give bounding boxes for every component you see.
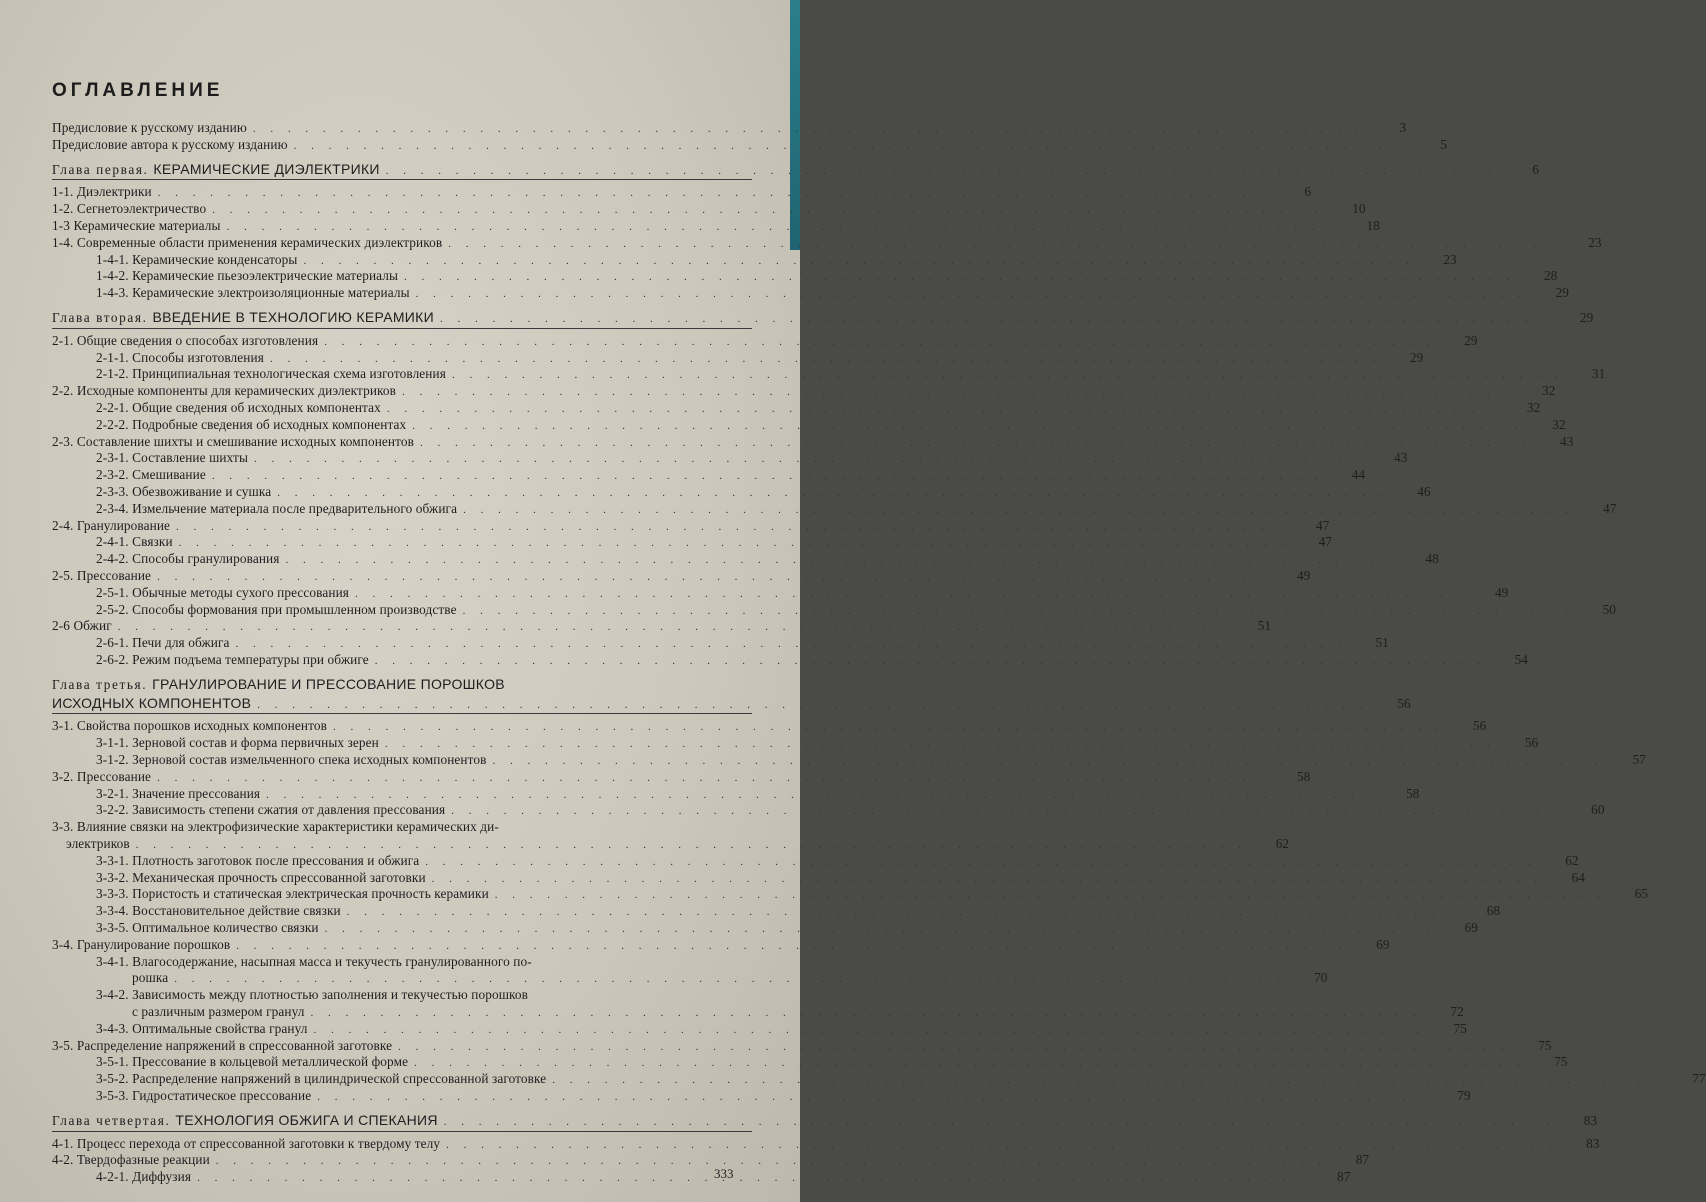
leader-dots [257,699,1368,711]
toc-entry[interactable] [52,936,1390,954]
chapter-heading-cont[interactable] [52,694,1411,712]
chapter-title: КЕРАМИЧЕСКИЕ ДИЭЛЕКТРИКИ [153,160,380,177]
toc-entry[interactable] [52,652,1528,669]
leader-dots [197,1172,1308,1184]
toc-entry[interactable] [52,987,796,1004]
page-number-ref: 48 [1425,551,1439,567]
toc-entry[interactable] [52,366,1606,383]
leader-dots [303,255,1414,267]
toc-entry-text: 1-2. Сегнетоэлектричество [52,201,207,217]
toc-entry[interactable] [52,467,1366,484]
page-number-ref: 69 [1464,920,1478,935]
page-number-ref: 58 [1406,785,1420,801]
toc-entry-text: 3-3-3. Пористость и статическая электрическая прочность керамики [96,886,489,902]
leader-dots [317,1091,1428,1103]
page-number-ref: 47 [1316,517,1330,533]
page-number-ref: 70 [1314,970,1328,986]
chapter-heading[interactable] [52,309,1594,326]
toc-entry-text: 4-2-1. Диффузия [96,1169,192,1185]
toc-entry[interactable] [52,785,1420,803]
leader-dots [157,571,1268,583]
page-number-ref: 77 [1692,1071,1706,1087]
leader-dots [314,1024,1425,1036]
toc-entry-text: 3-3-1. Плотность заготовок после прессования и обжига [96,852,420,868]
toc-entry-text: 2-4. Гранулирование [52,517,171,533]
leader-dots [432,873,1543,885]
toc-entry-text-cont: с различным размером гранул [132,1004,305,1019]
leader-dots [552,1074,1663,1086]
page-number-ref: 44 [1351,467,1366,483]
toc-entry[interactable] [52,500,1617,518]
page-number-ref: 32 [1552,416,1566,432]
toc-entry[interactable] [52,584,1509,602]
page-number-ref: 75 [1453,1020,1467,1036]
toc-entry[interactable] [52,1088,1471,1105]
toc-entry[interactable] [52,433,1574,451]
toc-entry-text: 2-2-2. Подробные сведения об исходных компонентах [96,416,407,432]
leader-dots [446,1139,1557,1151]
leader-dots [412,420,1523,432]
chapter-heading[interactable] [52,1111,1598,1129]
toc-entry-cont[interactable] [52,836,1289,853]
leader-dots [324,336,1435,348]
page-number-ref: 6 [1532,161,1540,177]
chapter-heading[interactable] [52,160,1540,178]
page-number-ref: 29 [1555,285,1569,301]
page-number-ref: 72 [1450,1004,1464,1019]
toc-entry[interactable] [52,819,752,836]
toc-entry[interactable] [52,1152,1370,1169]
leader-dots [402,386,1513,398]
toc-entry[interactable] [52,400,1541,417]
toc-entry-text: 3-4-3. Оптимальные свойства гранул [96,1020,308,1036]
toc-entry-text: 3-3-4. Восстановительное действие связки [96,903,341,919]
toc-entry[interactable] [52,349,1424,367]
chapter-heading[interactable] [52,676,752,693]
toc-entry-text: 2-5-1. Обычные методы сухого прессования [96,584,350,600]
leader-dots [294,140,1405,152]
page-number-ref: 75 [1538,1037,1552,1053]
page-number: 333 [714,1166,734,1181]
leader-dots [404,271,1515,283]
leader-dots [118,621,1229,633]
toc-entry-text: 3-4-2. Зависимость между плотностью заполнения и текучестью порошков [96,987,529,1003]
toc-entry[interactable] [52,601,1616,619]
page-number-ref: 62 [1565,852,1579,868]
chapter-heading-text [52,161,380,178]
toc-entry-text: 2-6 Обжиг [52,618,112,634]
page-number-ref: 49 [1297,568,1311,583]
leader-dots [266,789,1377,801]
page-number-ref: 47 [1603,500,1617,516]
toc-entry[interactable] [52,251,1457,269]
chapter-title-cont: ИСХОДНЫХ КОМПОНЕНТОВ [52,694,252,711]
toc-entry[interactable] [52,285,1569,302]
chapter-label: Глава четвертая. [52,1112,171,1128]
page-number-ref: 29 [1579,310,1594,325]
toc-entry[interactable] [52,635,1389,652]
toc-entry-text: 2-2. Исходные компоненты для керамических диэлектриков [52,383,397,399]
leader-dots [325,923,1436,935]
toc-entry[interactable] [52,450,1408,467]
page-number-ref: 69 [1376,936,1390,952]
page-number-ref: 47 [1318,534,1332,550]
toc-entry[interactable] [52,735,1539,752]
toc-entry-text: 3-1-1. Зерновой состав и форма первичных зерен [96,735,379,751]
leader-dots [387,403,1498,415]
chapter-title: ВВЕДЕНИЕ В ТЕХНОЛОГИЮ КЕРАМИКИ [152,309,434,325]
toc-entry[interactable] [52,120,1407,137]
leader-dots [385,738,1496,750]
toc-entry-text: 3-3-5. Оптимальное количество связки [96,920,319,935]
toc-entry[interactable] [52,1169,1351,1186]
leader-dots [236,638,1347,650]
toc-entry-text: 1-4. Современные области применения керамических диэлектриков [52,234,443,250]
page-number-ref: 23 [1588,234,1602,250]
toc-entry[interactable] [52,869,1585,887]
leader-dots [463,605,1574,617]
toc-entry-text: 3-1-2. Зерновой состав измельченного спека исходных компонентов [96,752,487,767]
toc-entry-text: 3-2-1. Значение прессования [96,785,261,801]
toc-entry[interactable] [52,416,1566,434]
page-number-ref: 54 [1514,652,1528,667]
toc-entry[interactable] [52,954,796,971]
toc-entry[interactable] [52,534,1332,551]
toc-entry[interactable] [52,551,1439,568]
leader-dots [253,123,1364,135]
leader-dots [333,721,1444,733]
leader-dots [420,437,1531,449]
divider [52,179,752,180]
toc-entry-text: 1-4-2. Керамические пьезоэлектрические материалы [96,268,399,284]
toc-entry[interactable] [52,1020,1467,1038]
toc-entry-text: 2-2-1. Общие сведения об исходных компонентах [96,400,381,415]
page-number-ref: 43 [1393,450,1408,466]
page-number-ref: 46 [1417,484,1431,499]
leader-dots [179,537,1290,549]
page-number-ref: 18 [1366,218,1380,233]
page-number-ref: 75 [1554,1054,1568,1070]
leader-dots [212,204,1323,216]
toc-entry-text: 3-4-1. Влагосодержание, насыпная масса и текучесть гранулированного по- [96,953,532,969]
page-number-ref: 56 [1472,718,1487,734]
page-number-ref: 6 [1304,184,1312,200]
toc-entry-text: 2-5-2. Способы формования при промышленном производстве [96,601,457,617]
page-number-ref: 64 [1571,869,1585,885]
toc-entry[interactable] [52,218,1380,235]
toc-entry-text: 2-3-4. Измельчение материала после предварительного обжига [96,500,458,516]
page-number-ref: 50 [1602,601,1616,617]
toc-entry-text: 1-1. Диэлектрики [52,184,152,200]
page-number-ref: 87 [1337,1169,1351,1185]
toc-entry-text: 3-1. Свойства порошков исходных компонентов [52,718,327,734]
leader-dots [398,1041,1509,1053]
leader-dots [414,1057,1525,1069]
page-number-ref: 83 [1583,1112,1598,1128]
toc-entry[interactable] [52,752,1646,769]
toc-entry-text: 4-1. Процесс перехода от спрессованной заготовки к твердому телу [52,1135,441,1151]
toc-entry-text: 2-3-1. Составление шихты [96,450,248,466]
page-number-ref: 62 [1275,836,1289,851]
toc-entry-text: 3-5-3. Гидростатическое прессование [96,1088,312,1103]
toc-entry-text: 2-6-1. Печи для обжига [96,635,230,651]
chapter-heading-text [52,695,251,712]
toc-entry-text: 2-5. Прессование [52,568,152,583]
leader-dots [270,353,1381,365]
leader-dots [212,470,1323,482]
toc-entry-text: 3-5. Распределение напряжений в спрессованной заготовке [52,1037,393,1053]
leader-dots [216,1155,1327,1167]
leader-dots [493,755,1604,767]
page-number-ref: 79 [1457,1088,1471,1103]
toc-entry-text: Предисловие автора к русскому изданию [52,136,288,152]
leader-dots [448,238,1559,250]
toc-entry[interactable] [52,903,1501,920]
leader-dots [425,856,1536,868]
toc-entry[interactable] [52,484,1431,501]
toc-entry-text: 2-1-2. Принципиальная технологическая схема изготовления [96,366,446,382]
toc-entry[interactable] [52,234,1602,252]
chapter-label: Глава третья. [52,676,148,692]
page-number-ref: 29 [1409,349,1424,365]
chapter-label: Глава первая. [52,161,149,177]
toc-entry-text: 2-4-1. Связки [96,534,173,550]
toc-entry[interactable] [52,568,1311,585]
page-number-ref: 87 [1355,1152,1370,1168]
toc-entry[interactable] [52,1054,1568,1071]
leader-dots [416,288,1527,300]
page-number-ref: 32 [1526,400,1541,415]
page-number-ref: 60 [1591,802,1605,818]
toc-entry-text: 3-2. Прессование [52,768,152,784]
page-number-ref: 58 [1297,768,1311,784]
toc-entry-text: 1-3 Керамические материалы [52,218,221,233]
page-number-ref: 43 [1559,433,1574,449]
toc-entry-text: Предисловие к русскому изданию [52,120,247,135]
page-number-ref: 28 [1544,268,1558,284]
toc-entry-text-cont: электриков [66,836,130,851]
chapter-title: ГРАНУЛИРОВАНИЕ И ПРЕССОВАНИЕ ПОРОШКОВ [152,675,505,692]
leader-dots [158,187,1269,199]
toc-entry[interactable] [52,383,1556,400]
page-title: ОГЛАВЛЕНИЕ [52,80,224,101]
toc-entry-cont[interactable] [52,1004,1464,1021]
page-number-ref: 51 [1375,635,1389,651]
toc-entry[interactable] [52,886,1649,903]
leader-dots [174,973,1285,985]
leader-dots [227,221,1338,233]
chapter-heading-text [52,309,434,326]
page-number-ref: 83 [1586,1135,1600,1151]
toc-entry-text: 3-5-2. Распределение напряжений в цилиндрической спрессованной заготовке [96,1071,547,1087]
chapter-title: ТЕХНОЛОГИЯ ОБЖИГА И СПЕКАНИЯ [175,1111,438,1128]
toc-entry-text: 3-4. Гранулирование порошков [52,936,231,952]
leader-dots [495,889,1606,901]
leader-dots [157,772,1268,784]
leader-dots [451,805,1562,817]
toc-entry[interactable] [52,332,1478,350]
divider [52,713,752,714]
page-number-ref: 56 [1524,735,1539,751]
chapter-heading-text [52,676,505,693]
toc-entry-text: 2-3-3. Обезвоживание и сушка [96,484,272,499]
leader-dots [463,504,1574,516]
page-number-ref: 51 [1257,618,1271,634]
toc-entry[interactable] [52,136,1447,154]
divider [52,1131,752,1132]
page-number-ref: 32 [1542,383,1556,399]
page-number-ref: 10 [1352,201,1366,217]
leader-dots [355,588,1466,600]
toc-entry-cont[interactable] [52,970,1328,987]
toc-entry[interactable] [52,618,1271,635]
toc-entry-text: 1-4-3. Керамические электроизоляционные материалы [96,285,410,301]
toc-entry[interactable] [52,852,1579,870]
leader-dots [452,369,1563,381]
leader-dots [386,165,1497,177]
toc-entry[interactable] [52,184,1312,201]
toc-entry-text: 3-5-1. Прессование в кольцевой металлической форме [96,1054,409,1070]
toc-entry-text: 2-6-2. Режим подъема температуры при обжиге [96,652,369,667]
page-number-ref: 49 [1494,584,1509,600]
leader-dots [347,906,1458,918]
page-number-ref: 57 [1632,752,1646,767]
toc-entry[interactable] [52,268,1558,285]
leader-dots [440,313,1551,325]
toc-entry[interactable] [52,1135,1600,1153]
leader-dots [375,655,1486,667]
leader-dots [136,839,1247,851]
toc-entry-text: 2-3. Составление шихты и смешивание исходных компонентов [52,433,415,449]
leader-dots [254,453,1365,465]
toc-entry-text: 2-1. Общие сведения о способах изготовления [52,332,319,348]
toc-entry[interactable] [52,517,1330,535]
toc-entry-text: 2-1-1. Способы изготовления [96,349,264,365]
toc-entry-text: 2-4-2. Способы гранулирования [96,551,280,567]
leader-dots [277,487,1388,499]
page-number-ref: 5 [1440,136,1447,152]
toc-entry-text: 3-3-2. Механическая прочность спрессованной заготовки [96,869,426,885]
chapter-label: Глава вторая. [52,310,148,325]
leader-dots [236,940,1347,952]
page-number-ref: 23 [1443,251,1457,267]
page-number-ref: 29 [1464,332,1478,348]
toc-entry[interactable] [52,768,1311,786]
page-number-ref: 65 [1634,886,1649,902]
leader-dots [176,521,1287,533]
toc-entry[interactable] [52,802,1605,819]
chapter-heading-text [52,1112,438,1129]
toc-entry-text: 3-3. Влияние связки на электрофизические характеристики керамических ди- [52,819,499,835]
leader-dots [311,1007,1422,1019]
toc-entry[interactable] [52,1071,1706,1088]
toc-entry-text: 3-2-2. Зависимость степени сжатия от давления прессования [96,802,446,818]
page-number-ref: 31 [1591,366,1606,382]
page-number-ref: 68 [1486,903,1501,919]
divider [52,328,752,329]
leader-dots [285,554,1396,566]
page-number-ref: 3 [1399,120,1407,135]
leader-dots [444,1116,1555,1128]
toc-entry-text: 2-3-2. Смешивание [96,467,206,483]
toc-entry-text: 1-4-1. Керамические конденсаторы [96,251,298,267]
toc-entry-text-cont: рошка [132,970,169,986]
toc-entry[interactable] [52,920,1478,937]
toc-entry[interactable] [52,1037,1552,1055]
toc-entry-text: 4-2. Твердофазные реакции [52,1152,210,1168]
page-number-ref: 56 [1397,695,1411,711]
toc-entry[interactable] [52,201,1366,218]
toc-entry[interactable] [52,718,1487,735]
